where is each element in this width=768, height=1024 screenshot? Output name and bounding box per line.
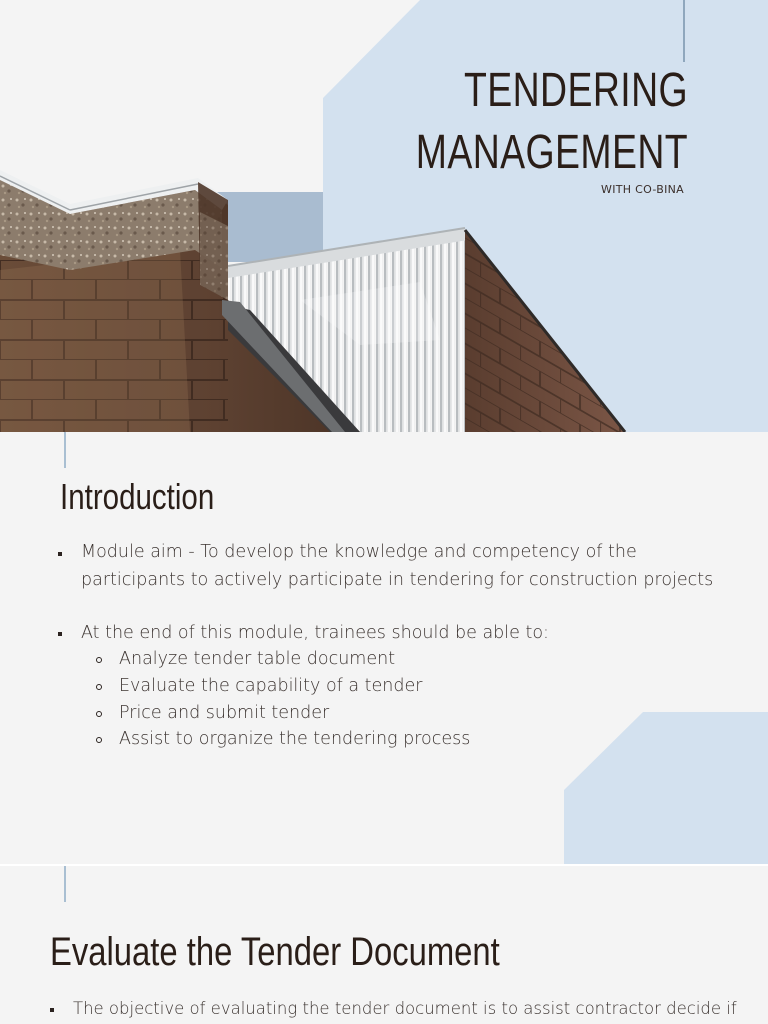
bullet-circle-icon bbox=[96, 657, 102, 663]
evaluate-slide bbox=[0, 866, 768, 1024]
title-line-2: MANAGEMENT bbox=[415, 126, 688, 179]
evaluate-heading: Evaluate the Tender Document bbox=[50, 930, 500, 974]
title-slide bbox=[0, 0, 768, 432]
subitem-analyze: Analyze tender table document bbox=[119, 649, 396, 669]
bullet-square-icon bbox=[50, 1008, 54, 1012]
bullet-evaluate-objective: The objective of evaluating the tender document is to assist contractor decide if bbox=[73, 999, 737, 1018]
subitem-assist: Assist to organize the tendering process bbox=[119, 729, 471, 749]
bullet-circle-icon bbox=[96, 711, 102, 717]
title-line-1: TENDERING bbox=[463, 64, 688, 117]
evaluate-accent-line bbox=[64, 866, 66, 902]
bullet-module-aim-line-1: Module aim - To develop the knowledge and competency of the bbox=[81, 542, 637, 562]
bullet-square-icon bbox=[58, 632, 62, 636]
title-accent-line bbox=[683, 0, 685, 62]
bullet-circle-icon bbox=[96, 684, 102, 690]
slide-subtitle: WITH CO-BINA bbox=[601, 183, 684, 196]
slide-title bbox=[416, 60, 688, 184]
bullet-circle-icon bbox=[96, 737, 102, 743]
introduction-heading: Introduction bbox=[60, 476, 215, 517]
subitem-evaluate: Evaluate the capability of a tender bbox=[119, 676, 423, 696]
bullet-module-aim-line-2: participants to actively participate in tendering for construction projects bbox=[81, 570, 714, 590]
bullet-square-icon bbox=[58, 552, 62, 556]
introduction-accent-line bbox=[64, 432, 66, 468]
introduction-slide bbox=[0, 432, 768, 864]
bullet-end-of-module: At the end of this module, trainees should be able to: bbox=[81, 623, 549, 643]
subitem-price: Price and submit tender bbox=[119, 703, 330, 723]
